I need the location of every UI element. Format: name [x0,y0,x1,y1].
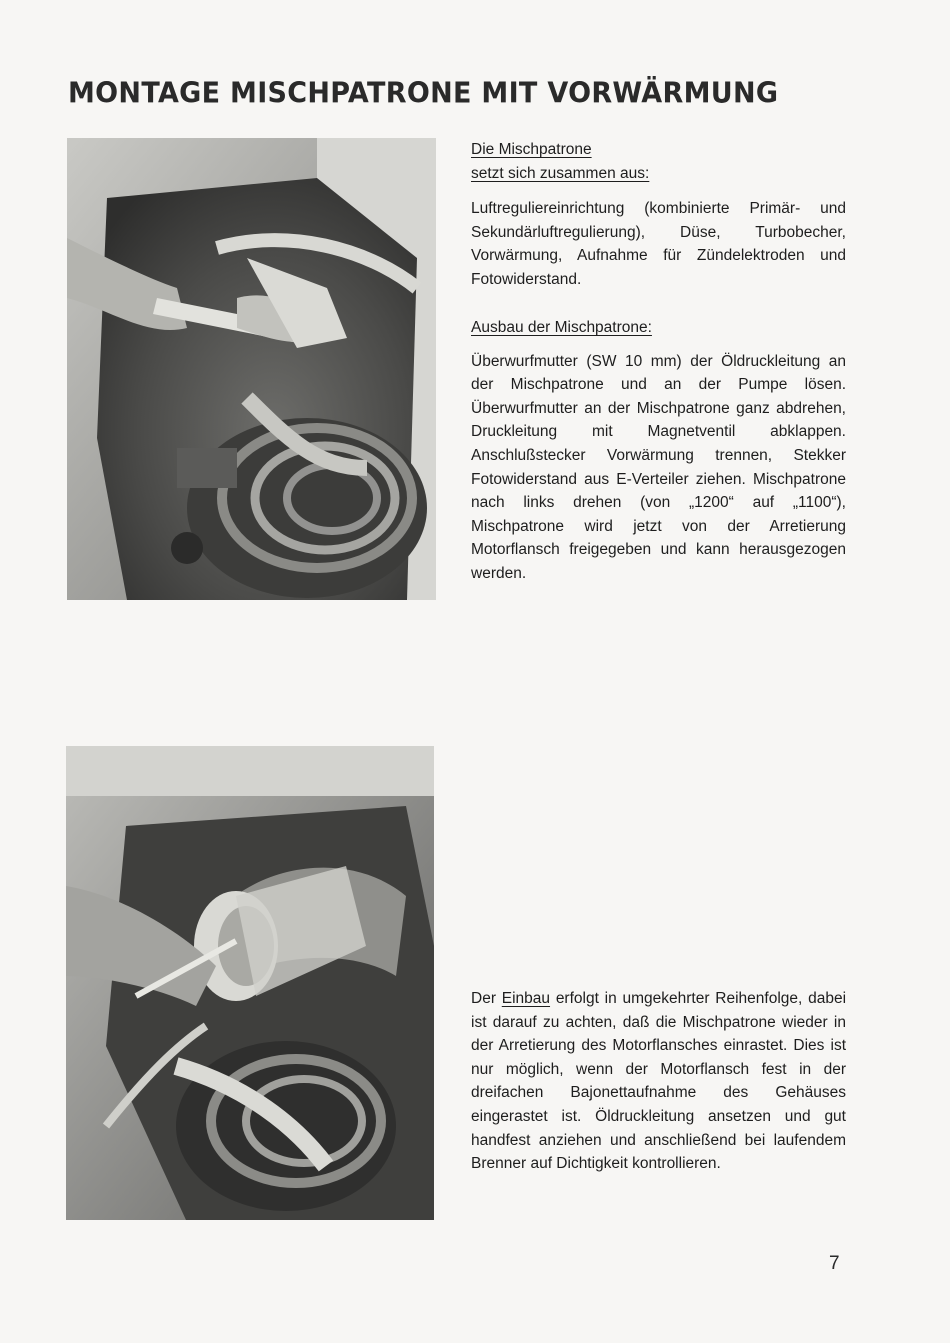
installation-lead: Der [471,990,496,1007]
installation-keyword: Einbau [501,990,551,1007]
page-title: MONTAGE MISCHPATRONE MIT VORWÄRMUNG [68,77,779,110]
composition-heading-line1: Die Mischpatrone [471,141,592,158]
removal-text: Überwurfmutter (SW 10 mm) der Öldruckleitung an der Mischpatrone und an der Pumpe lösen. Überwurfmutter an der Mischpatrone ganz abdrehen, Druckleitung mit Magnetventil abklappen. Anschlußstecker Vorwärmung trennen, Stekker Fotowiderstand aus E-Verteiler ziehen. Mischpatrone nach links drehen (von „1200“ auf „1100“), Mischpatrone wird jetzt von der Arretierung Motorflansch freigegeben und kann herausgezogen werden. [471,352,846,582]
page-number: 7 [829,1253,840,1274]
removal-heading: Ausbau der Mischpatrone: [471,319,652,336]
composition-heading-line2: setzt sich zusammen aus: [471,164,650,182]
photo-removal [67,138,436,600]
section-installation [471,987,846,1176]
composition-text: Luftreguliereinrichtung (kombinierte Primär- und Sekundärluftregulierung), Düse, Turbobecher, Vorwärmung, Aufnahme für Zündelektroden und Fotowiderstand. [471,200,846,288]
photo-installation [66,746,434,1220]
section-composition [471,138,846,292]
installation-text: erfolgt in umgekehrter Reihenfolge, dabei ist darauf zu achten, daß die Mischpatrone wieder in der Arretierung des Motorflansches einrastet. Dies ist nur möglich, wenn der Motorflansch fest in der dreifachen Bajonettaufnahme des Gehäuses eingerastet ist. Öldruckleitung ansetzen und gut handfest anziehen und anschließend bei laufendem Brenner auf Dichtigkeit kontrollieren. [471,990,847,1173]
section-removal [471,316,846,586]
